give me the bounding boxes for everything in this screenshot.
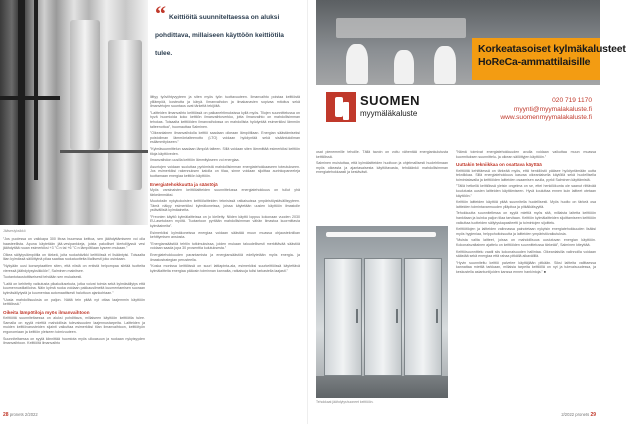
- page-gutter: [307, 0, 308, 424]
- paragraph: Tuotantotaustoittiseisesti tehdään sen mukaisesti.: [3, 275, 83, 280]
- paragraph: ”Nämä toimivat energiatehokkuuden avulla voidaan vaikuttaa muun muassa kuormituksen suunnittelu- ja oikean säilöttyjen käyttöön.”: [456, 150, 596, 159]
- left-photo-caption: Jäävesiyksikkö: [3, 229, 26, 233]
- logo-name: SUOMEN: [360, 93, 421, 108]
- paragraph: ”Tällä hetkellä keittiöissä yleisin ongelma on se, ettei henkilökunta ole saanut riittävää koulutusta uusien laitteiden käyttämiseen. Hyvä kouluttaa ennen kuin laitteet otetaan käyttöön.”: [456, 184, 596, 198]
- paragraph: ”Jos puolessa on vaikkapa 300 litraa buumssa keittoa, sen jäähdyttämiseen voi olla haasteellista. Apuna käytetään jää-vesipankkeja, joista pakolliset kiertoliijyssä vesi jäähdyttää ruuan esimerkiksi +3 °C:n tai +6 °C:n lämpötilaan kyseen mukaan.”: [3, 237, 145, 251]
- paragraph: Keittiötilojen ja laitteiden valinnassa painotetaan nykyisin energiatehokkuuden lisäksi myös hygieniaa, helppohoitoisuutta ja laitteiden ympäristövaikutuksia.: [456, 227, 596, 236]
- left-column-2: [150, 95, 300, 409]
- left-footer: [3, 412, 38, 418]
- paragraph: Ilmanvaihdon uusilla keittiön lämmitykseen voi energiaa.: [150, 158, 240, 163]
- ad-kitchen-hood: [336, 18, 466, 38]
- ceiling-light: [326, 232, 436, 237]
- paragraph: osat pienemmille tehoille. Tällä tavoin on voitu vähentää energiankulutusta keittiöissä.: [316, 150, 448, 159]
- paragraph: Energiatehokkuuden parantamista ja energiansäästöä edellytetään myös energia- ja ilmastostrategian perusteella.: [150, 253, 300, 262]
- cold-room-door: [364, 258, 402, 376]
- right-column-1: [316, 150, 448, 222]
- brand-mark-icon: [326, 92, 356, 122]
- logo-subname: myymäläkaluste: [360, 109, 418, 118]
- paragraph: ”Laitä on kehitetty vaikutusta pikakuilusekuta, jotka voivat toimia sekä kylmäsäilytys että kuumennustilatiloina. Näin kylmä ruoka voidaan pakkausilmeitä kuumentamisen suoraan kylmäsäilytystä ja kuumentaa automaattisesti haluttuun ajankohtaan.”: [3, 281, 145, 295]
- ad-chef-figure: [434, 46, 456, 84]
- paragraph: Tehokkuutta suunnitellessa on syytä miettiä myös sitä, millaista laitetta keittiöön hankitaan ja kuinka paljon tilaa tarvitaan. Keittiön kylmälaitteiden sijoittamiseen keittiöön vaikuttaa tuotteiden säilytyskapasiteetti ja toimintojen sijoittelu.: [456, 211, 596, 225]
- left-photo-storage-tanks: [0, 0, 148, 225]
- right-column-2: [456, 150, 596, 408]
- paragraph: Keittiöitä suunniteltaessa on aluksi pohdittava, millaiseen käyttöön keittiötila tulee. Samalla on syytä miettiä mahdollisia tulevaisuuden laajennustarpeita. Laitteiden ja muiden keittiövarusteiden sijainti vaikuttaa esimerkiksi tilan ilmanvaihtoon, keittiötyön ergonomiaan ja keittiön yleiseen toimivuuteen.: [3, 316, 145, 334]
- cold-room-door: [324, 258, 362, 376]
- page-number: 28: [3, 412, 9, 418]
- ad-chef-figure: [394, 50, 414, 84]
- magazine-name: pronets: [9, 412, 24, 417]
- paragraph: ”Freonien käyttö kylmälaitteissa on jo kielletty. Niiden käyttö loppuu kokonaan vuoden 2030 EU-asetuksen myötä. Tuotantoon pyritään mahdollisimman vähän ilmastoa kuormittavia kylmäaineita”.: [150, 214, 300, 229]
- floor: [316, 376, 448, 398]
- paragraph: Olkea säilytyslämpötila on tärkeä, joita ruokahävikki keittiöissä ei lisääntyisi. Toisaalta liian kylmässä säilöttyinä pilaa saattaa ruokatuotteita liiallisesti joko osinkaan.: [3, 252, 145, 262]
- ad-headline-2: HoReCa-ammattilaisille: [478, 56, 591, 68]
- section-heading: Energiatehokkuutta ja säästöjä: [150, 181, 218, 187]
- paragraph: ”Muista valita laitteet, joissa on mahdollisuus uusiutuvan energian käyttöön. Kokonaisvaltainen ajattelu on keittiöiden suunnittelussa tärkeää”, Salminen kiteyttää.: [456, 238, 596, 247]
- ad-email[interactable]: myynti@myymalakaluste.fi: [513, 105, 592, 113]
- paragraph: ”Uusia mahdollisuuksia on paljon. Näitä tein pitää nyt ottaa laajemmin käyttöön keittiöissä.”: [3, 297, 145, 307]
- pull-quote-text: Keittiöitä suunniteltaessa on aluksi pohdittava, millaiseen käyttöön keittiötila tulee.: [155, 14, 284, 57]
- paragraph: Keittiöitä kehittäessä on tärkeää myös, että henkilöstö pääsee hyödyntämään uutta tekniikkaa. Sillä energiatehokkuus kasvaa oikeanlaisella käytöllä sekä huolellisella toimintatavalla ja keittiöiden laitteiden osaamisen avulla, pyrkii Salminen käyttämistä.: [456, 168, 596, 182]
- ad-logo: [326, 92, 460, 122]
- section-heading: Oikeita lämpötiloja myös ilmanvaihtoon: [3, 309, 90, 315]
- ad-contact-info: [500, 97, 592, 123]
- paragraph: Esimerkiksi kylmäkoneissa energiaa voidaan säästää muun muassa ohjaustekniikan kehittymisen ansiosta.: [150, 230, 300, 240]
- right-photo-caption: Tehokkaat jäähdytyshuoneet keittiöön.: [316, 400, 374, 404]
- paragraph: Muutoksiin nykykokoisten keittiölaitteiden teknisissä ratkaisuissa ympäristöystävällisyyteen. Tämä näkyy esimerkiksi kylmäkoneissa, joissa käytetään uusien käyttöön ilmastolle ystävällisiä kylmäaineita.: [150, 199, 300, 213]
- paragraph: Suunniteltaessa on syytä kiinnittää huomiota myös ulkoasuun ja ruokaan nykyisyyden ilmanvaihtoon. Keittiöitä ilmanvaihto: [3, 336, 145, 346]
- advertisement: [316, 0, 626, 130]
- paragraph: ”Nykyään uusi konseptaattien siten, että niistä on entistä helpompaa siirtää tuotteita vieressä jäähdytysyksikköön”, Salminen mainitsee.: [3, 263, 145, 273]
- paragraph: liittyy työviihtyvyyteen ja siten myös työn tuottavuuteen. Ilmanvaihto poistaa keittiöstä ylilämpöä, kosteutta ja käryä. Ilmanvaihdon ja ilmakanavien sopivaa mitoitus sekä ilmanvirtojen suuntaus ovat tärkeitä tekijöitä.: [150, 95, 300, 109]
- paragraph: ”Koska monissa keittiöissä on suuri lattiapinta-ala, esimerkiksi suurkeittiöissä käytettävä kylmälaitteita energiaa pääosin toiminnan kannalta, ratkaisuja tulisi tarkastella laajasti.”: [150, 264, 300, 273]
- section-heading: Uuttakin tekniikkaa on osattava käyttää: [456, 162, 542, 168]
- ad-phone: 020 719 1170: [552, 97, 592, 104]
- paragraph: Myös varsinaisten keittiölaitteiden suunnittelussa energiatehokkuus on tullut yhä tärkeämmäksi.: [150, 187, 300, 197]
- cold-room-door: [404, 258, 442, 376]
- ad-headline-1: Korkeatasoiset kylmäkalusteet: [478, 43, 626, 55]
- paragraph: ”Hyvin suunniteltu keittiö palvelee käyttäjiään pitkään. Siksi laitteita valittaessa kannattaa miettiä tarkkaan, millaisia tarpeita keittiöllä on nyt ja tulevaisuudessa, ja keskustella asiantuntijoiden kanssa ennen hankintoja.” ■: [456, 260, 596, 274]
- paragraph: ”Energiansäästöä tehtiin tutkimuksissa, joiden mukaan taloudellisesti merkittävää säästöä voidaan saada jopa 30 prosenttia kulutuksesta.”: [150, 241, 300, 251]
- paragraph: ”Kylmäsuunnittelun saadaan lämpöä talteen. Sillä voidaan siten lämmittää esimerkiksi keittiön tiloja käyttöveden.: [150, 146, 300, 156]
- ad-website[interactable]: www.suomenmyymalakaluste.fi: [500, 114, 592, 122]
- paragraph: ”Oikeanlainen ilmanvaihdolla keittiö saadaan oikeaan lämpötilaan. Energian säästämiseksi poistoilman lämmöntalteenotto (LTO) voidaan hyödyntää sekä sisääntuloilman esilämmitykseen.”: [150, 131, 300, 145]
- right-footer: [561, 412, 596, 418]
- page-number: 29: [590, 412, 596, 418]
- left-column-1: [3, 237, 145, 409]
- issue-number: 2/2022: [24, 412, 38, 417]
- ad-chef-figure: [346, 44, 368, 84]
- paragraph: Keittiön laitteiden käyttöä pitää suunnitella huolellisesti. Myös huolto on tärkeä osa laitteiden toimintavarmuuden ylläpitoa ja pitkäikäisyyttä.: [456, 200, 596, 209]
- paragraph: Keittiösuunnittelu vaatii siis kokonaisuuden hallintaa. Oikeanlaisilla valinnoilla voidaan säästää sekä energiaa että rahaa pitkällä aikavälillä.: [456, 249, 596, 259]
- paragraph: Asuntojen voidaan suoluttaa pyrkimistä mahdollisimman energiatehokkaaseen toteutukseen. Jos esimerkiksi rakennuksen katolla on tilaa, sinne voidaan sijoittaa aurinkopaneeleja tuottamaan energiaa keittiön käyttöön.: [150, 164, 300, 178]
- paragraph: ”Laitteiden ilmanvaihto keittiössä on paikanehtimuksissa kyllä myös. Tilojen suunnittelussa on hyvä huomioida koko keittiön ilmanvaihtoverkko, jotta ilmanvaihto on mahdollisimman tehokas. Toisaalta keittiöiden ilmanvaihdossa on mahdollista hyödyntää esimerkiksi lämmön talteenottoa”, huomauttaa Salminen.: [150, 110, 300, 129]
- issue-number: 2/2022: [561, 412, 575, 417]
- right-photo-cold-rooms: [316, 226, 448, 398]
- magazine-name: pronets: [575, 412, 590, 417]
- pull-quote: [155, 1, 303, 60]
- quote-mark-icon: “: [155, 1, 166, 26]
- ad-headline-banner: [472, 38, 626, 80]
- paragraph: Salminen muistuttaa, että kylmälaitteiden huoltoon ja ohjelmallisesti huolehtimaan myös oikeasta ja ajantasaisesta käyttötavasta, tehdäänkö mahdollisimman energiatehokkaasti ja kestävästi.: [316, 161, 448, 175]
